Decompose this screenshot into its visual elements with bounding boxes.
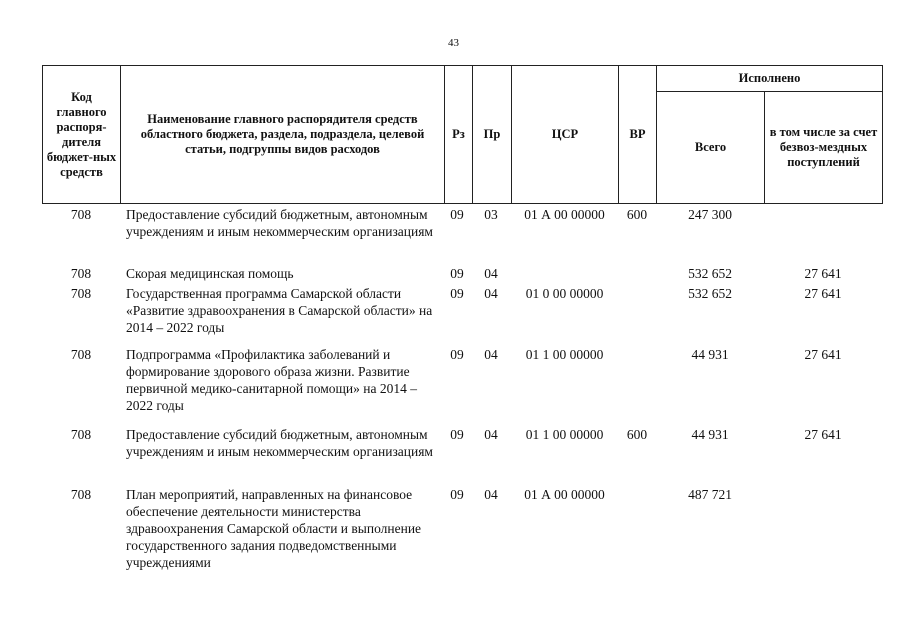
row-rz: 09 [450, 266, 464, 281]
row-total: 532 652 [688, 286, 732, 301]
header-code: Код главного распоря-дителя бюджет-ных средств [43, 66, 121, 204]
row-csr: 01 1 00 00000 [525, 427, 604, 442]
header-total: Всего [657, 92, 765, 204]
table-header [42, 65, 883, 204]
row-code: 708 [70, 286, 92, 301]
row-total: 44 931 [691, 427, 729, 442]
row-csr: 01 0 00 00000 [525, 286, 604, 301]
row-pr: 04 [484, 266, 498, 281]
row-csr: 01 1 00 00000 [525, 347, 604, 362]
row-csr: 01 А 00 00000 [524, 207, 605, 222]
row-name: План мероприятий, направленных на финансовое обеспечение деятельности министерства здравоохранения Самарской области и выполнение государственного задания подведомственными учреждениями [126, 487, 422, 570]
row-name: Государственная программа Самарской области «Развитие здравоохранения в Самарской области» на 2014 – 2022 годы [126, 286, 433, 335]
row-code: 708 [70, 427, 92, 442]
row-code: 708 [70, 487, 92, 502]
row-rz: 09 [450, 286, 464, 301]
row-vr: 600 [626, 207, 648, 222]
row-free: 27 641 [804, 266, 842, 281]
row-rz: 09 [450, 347, 464, 362]
row-pr: 03 [484, 207, 498, 222]
header-name: Наименование главного распорядителя средств областного бюджета, раздела, подраздела, целевой статьи, подгруппы видов расходов [121, 66, 445, 204]
row-free: 27 641 [804, 347, 842, 362]
header-free: в том числе за счет безвоз-мездных поступлений [765, 92, 883, 204]
row-code: 708 [70, 266, 92, 281]
header-rz: Рз [445, 66, 473, 204]
row-total: 532 652 [688, 266, 732, 281]
row-pr: 04 [484, 427, 498, 442]
header-pr: Пр [473, 66, 512, 204]
row-code: 708 [70, 347, 92, 362]
row-name: Предоставление субсидий бюджетным, автономным учреждениям и иным некоммерческим организациям [126, 427, 433, 459]
row-total: 247 300 [688, 207, 732, 222]
row-total: 44 931 [691, 347, 729, 362]
row-code: 708 [70, 207, 92, 222]
row-vr: 600 [626, 427, 648, 442]
row-pr: 04 [484, 347, 498, 362]
row-rz: 09 [450, 487, 464, 502]
page-number: 43 [448, 37, 459, 49]
row-rz: 09 [450, 207, 464, 222]
row-free: 27 641 [804, 286, 842, 301]
header-csr: ЦСР [512, 66, 619, 204]
row-rz: 09 [450, 427, 464, 442]
row-free: 27 641 [804, 427, 842, 442]
row-pr: 04 [484, 487, 498, 502]
header-vr: ВР [619, 66, 657, 204]
row-name: Предоставление субсидий бюджетным, автономным учреждениям и иным некоммерческим организациям [126, 207, 433, 239]
row-name: Скорая медицинская помощь [126, 266, 294, 281]
row-name: Подпрограмма «Профилактика заболеваний и формирование здорового образа жизни. Развитие первичной медико-санитарной помощи» на 2014 – 2022 годы [126, 347, 417, 413]
row-pr: 04 [484, 286, 498, 301]
row-total: 487 721 [688, 487, 732, 502]
header-executed: Исполнено [657, 66, 883, 92]
row-csr: 01 А 00 00000 [524, 487, 605, 502]
